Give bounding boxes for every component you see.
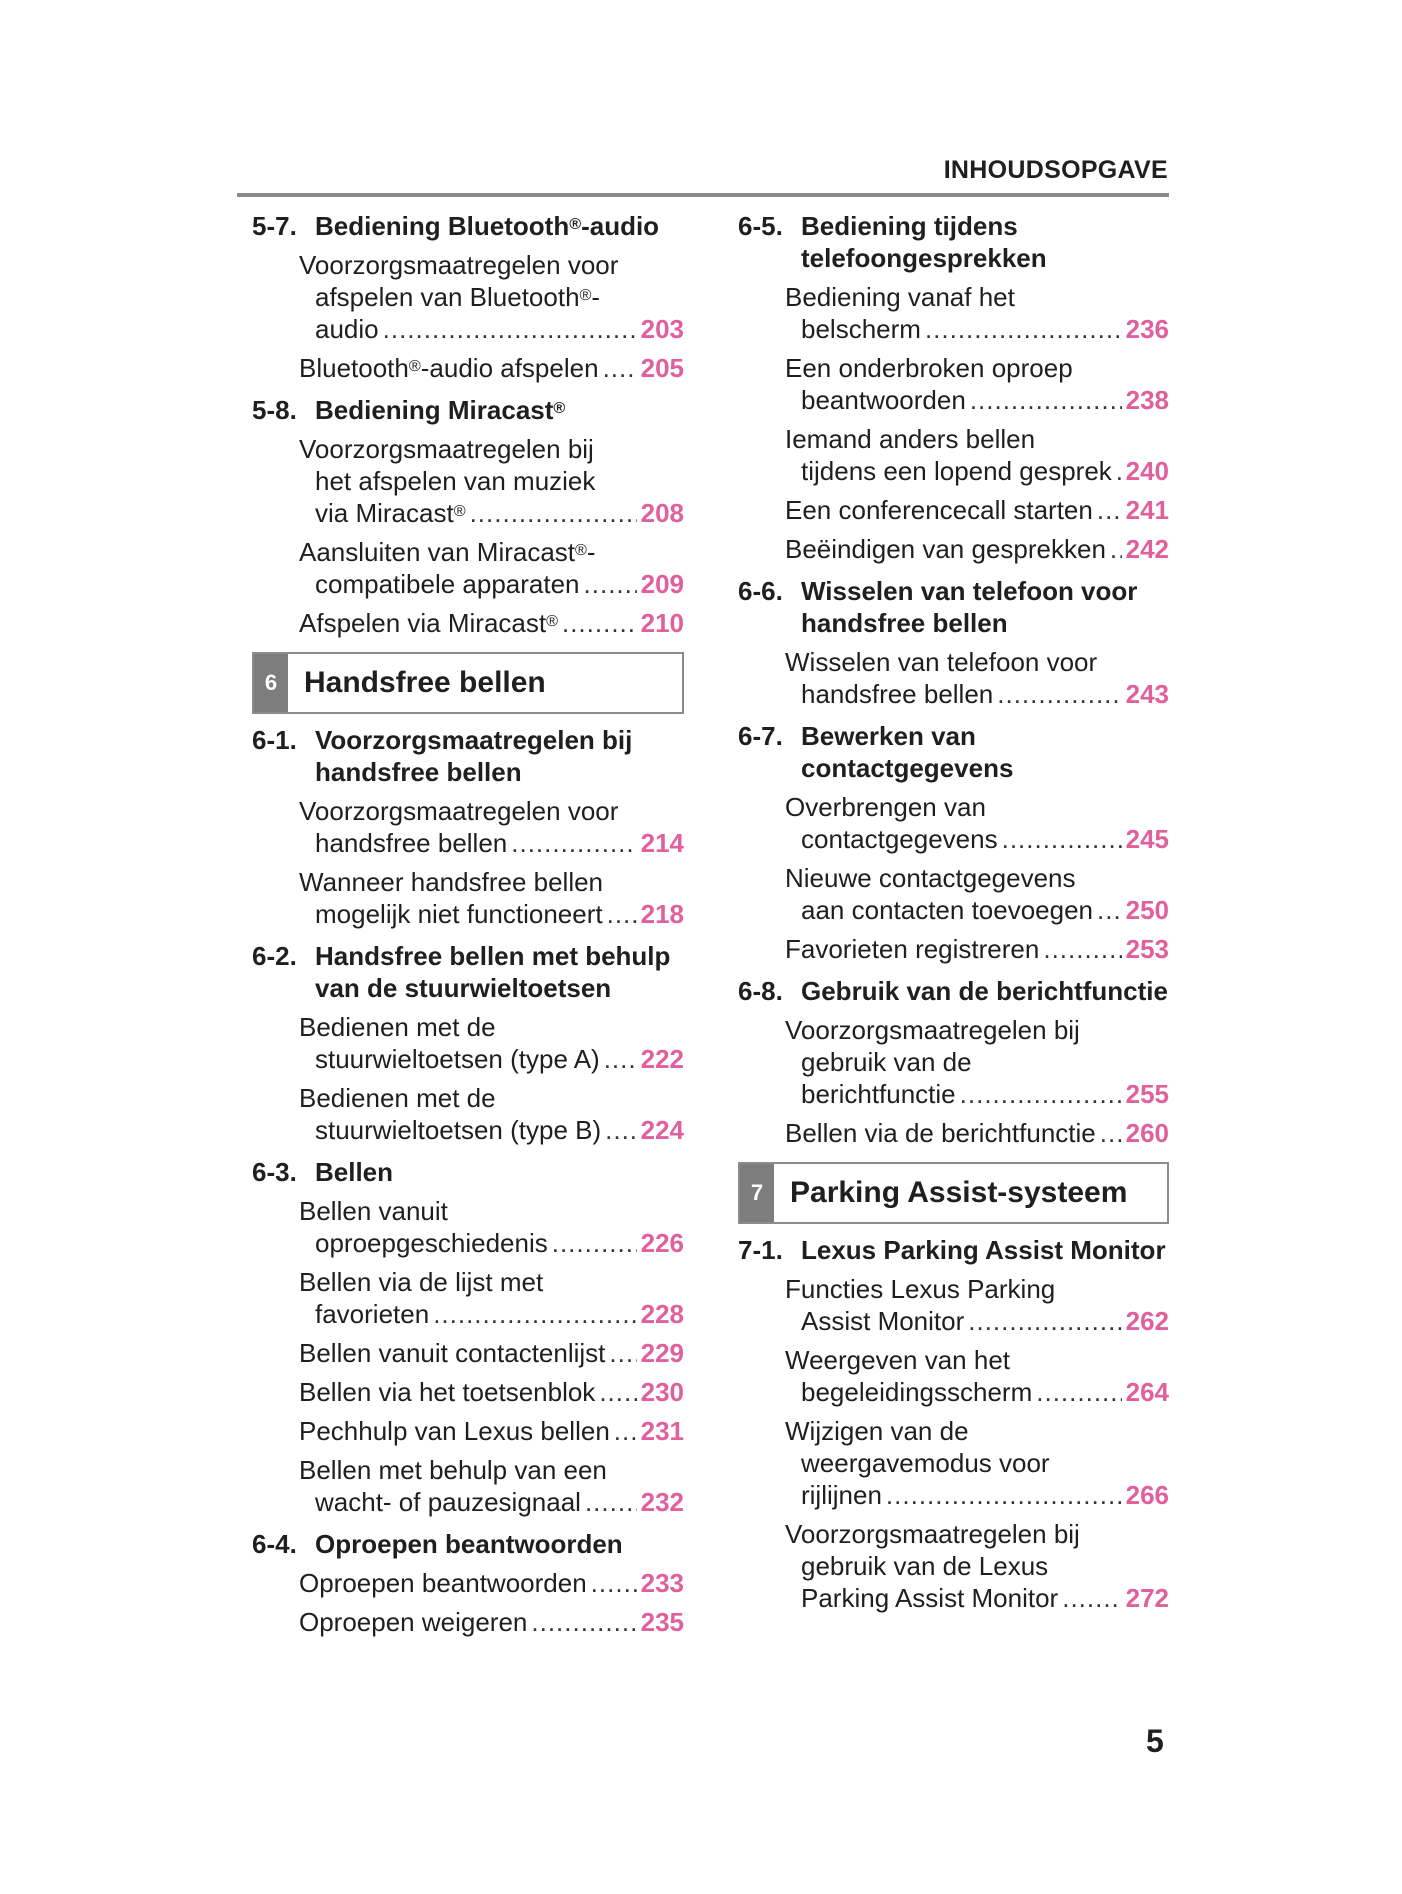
page-number-link[interactable]: 241 xyxy=(1125,495,1169,525)
toc-entry[interactable]: Een onderbroken oproep beantwoorden ..... 238 xyxy=(738,352,1169,416)
page-number-link[interactable]: 222 xyxy=(640,1044,684,1074)
toc-entry[interactable]: Overbrengen van contactgegevens ..... 245 xyxy=(738,791,1169,855)
page-number-link[interactable]: 250 xyxy=(1125,895,1169,925)
toc-entry[interactable]: Bedienen met de stuurwieltoetsen (type A) ..... 222 xyxy=(252,1011,684,1075)
section-heading[interactable]: 6-5. Bediening tijdens telefoongesprekken xyxy=(738,211,1047,273)
page-number-link[interactable]: 230 xyxy=(640,1377,684,1407)
section-heading[interactable]: 6-8. Gebruik van de berichtfunctie xyxy=(738,976,1168,1006)
page-number-link[interactable]: 233 xyxy=(640,1568,684,1598)
page-number-link[interactable]: 238 xyxy=(1125,385,1169,415)
toc-entry[interactable]: Voorzorgsmaatregelen bij gebruik van de Lexus Parking Assist Monitor ..... 272 xyxy=(738,1518,1169,1614)
toc-entry[interactable]: Een conferencecall starten ..... 241 xyxy=(738,494,1169,526)
toc-entry[interactable]: Voorzorgsmaatregelen voor afspelen van Bluetooth®- audio ..... 203 xyxy=(252,249,684,345)
page-number-link[interactable]: 203 xyxy=(640,314,684,344)
page-number-link[interactable]: 242 xyxy=(1125,534,1169,564)
toc-entry[interactable]: Nieuwe contactgegevens aan contacten toevoegen ..... 250 xyxy=(738,862,1169,926)
page-number-link[interactable]: 253 xyxy=(1125,934,1169,964)
section-heading[interactable]: 6-2. Handsfree bellen met behulp van de stuurwieltoetsen xyxy=(252,941,671,1003)
section-heading[interactable]: 5-8. Bediening Miracast® xyxy=(252,395,566,425)
chapter-number: 7 xyxy=(740,1164,774,1222)
toc-entry[interactable]: Weergeven van het begeleidingsscherm ..... 264 xyxy=(738,1344,1169,1408)
toc-entry[interactable]: Bediening vanaf het belscherm ..... 236 xyxy=(738,281,1169,345)
page-number-link[interactable]: 235 xyxy=(640,1607,684,1637)
section-heading[interactable]: 6-6. Wisselen van telefoon voor handsfree bellen xyxy=(738,576,1138,638)
toc-column-right xyxy=(738,210,1169,1614)
toc-entry[interactable]: Beëindigen van gesprekken ..... 242 xyxy=(738,533,1169,565)
page-number-link[interactable]: 208 xyxy=(640,498,684,528)
page-number-link[interactable]: 226 xyxy=(640,1228,684,1258)
toc-entry[interactable]: Wanneer handsfree bellen mogelijk niet functioneert ..... 218 xyxy=(252,866,684,930)
page-number-link[interactable]: 266 xyxy=(1125,1480,1169,1510)
section-heading[interactable]: 6-4. Oproepen beantwoorden xyxy=(252,1529,623,1559)
page-number-link[interactable]: 243 xyxy=(1125,679,1169,709)
page-number-link[interactable]: 218 xyxy=(640,899,684,929)
chapter-banner[interactable] xyxy=(252,652,684,714)
toc-entry[interactable]: Voorzorgsmaatregelen voor handsfree bellen ..... 214 xyxy=(252,795,684,859)
page-number-link[interactable]: 228 xyxy=(640,1299,684,1329)
toc-entry[interactable]: Bellen met behulp van een wacht- of pauzesignaal ..... 232 xyxy=(252,1454,684,1518)
chapter-title: Handsfree bellen xyxy=(304,666,546,699)
toc-entry[interactable]: Pechhulp van Lexus bellen ..... 231 xyxy=(252,1415,684,1447)
section-heading[interactable]: 6-3. Bellen xyxy=(252,1157,394,1187)
section-heading[interactable]: 6-1. Voorzorgsmaatregelen bij handsfree bellen xyxy=(252,725,633,787)
chapter-banner[interactable] xyxy=(738,1162,1169,1224)
toc-entry[interactable]: Bellen via de lijst met favorieten ..... 228 xyxy=(252,1266,684,1330)
page-number-link[interactable]: 210 xyxy=(640,608,684,638)
page-number-link[interactable]: 245 xyxy=(1125,824,1169,854)
chapter-title: Parking Assist-systeem xyxy=(790,1176,1128,1209)
section-heading[interactable]: 6-7. Bewerken van contactgegevens xyxy=(738,721,1014,783)
toc-entry[interactable]: Bellen via de berichtfunctie ..... 260 xyxy=(738,1117,1169,1149)
toc-entry[interactable]: Iemand anders bellen tijdens een lopend gesprek ..... 240 xyxy=(738,423,1169,487)
toc-entry[interactable]: Oproepen weigeren ..... 235 xyxy=(252,1606,684,1638)
page-number-link[interactable]: 255 xyxy=(1125,1079,1169,1109)
page-number-link[interactable]: 240 xyxy=(1125,456,1169,486)
section-heading[interactable]: 7-1. Lexus Parking Assist Monitor xyxy=(738,1235,1166,1265)
page-number-link[interactable]: 231 xyxy=(640,1416,684,1446)
toc-entry[interactable]: Afspelen via Miracast® ..... 210 xyxy=(252,607,684,639)
page-number: 5 xyxy=(1146,1723,1164,1759)
toc-entry[interactable]: Bluetooth®-audio afspelen ..... 205 xyxy=(252,352,684,384)
toc-entry[interactable]: Aansluiten van Miracast®- compatibele apparaten ..... 209 xyxy=(252,536,684,600)
toc-entry[interactable]: Functies Lexus Parking Assist Monitor ..... 262 xyxy=(738,1273,1169,1337)
page-number-link[interactable]: 229 xyxy=(640,1338,684,1368)
toc-entry[interactable]: Bellen vanuit contactenlijst ..... 229 xyxy=(252,1337,684,1369)
page-number-link[interactable]: 224 xyxy=(640,1115,684,1145)
chapter-number: 6 xyxy=(254,654,288,712)
toc-entry[interactable]: Bedienen met de stuurwieltoetsen (type B) ..... 224 xyxy=(252,1082,684,1146)
toc-entry[interactable]: Wisselen van telefoon voor handsfree bellen ..... 243 xyxy=(738,646,1169,710)
toc-entry[interactable]: Voorzorgsmaatregelen bij gebruik van de berichtfunctie ..... 255 xyxy=(738,1014,1169,1110)
page-number-link[interactable]: 209 xyxy=(640,569,684,599)
toc-entry[interactable]: Bellen via het toetsenblok ..... 230 xyxy=(252,1376,684,1408)
page-number-link[interactable]: 214 xyxy=(640,828,684,858)
section-heading[interactable]: 5-7. Bediening Bluetooth®-audio xyxy=(252,211,660,241)
page-number-link[interactable]: 264 xyxy=(1125,1377,1169,1407)
page-number-link[interactable]: 262 xyxy=(1125,1306,1169,1336)
page-number-link[interactable]: 272 xyxy=(1125,1583,1169,1613)
page-number-link[interactable]: 236 xyxy=(1125,314,1169,344)
header-rule xyxy=(237,193,1169,197)
toc-entry[interactable]: Voorzorgsmaatregelen bij het afspelen van muziek via Miracast® ..... 208 xyxy=(252,433,684,529)
toc-column-left xyxy=(252,210,684,1638)
toc-entry[interactable]: Bellen vanuit oproepgeschiedenis ..... 226 xyxy=(252,1195,684,1259)
page-number-link[interactable]: 260 xyxy=(1125,1118,1169,1148)
page-number-link[interactable]: 205 xyxy=(640,353,684,383)
toc-entry[interactable]: Wijzigen van de weergavemodus voor rijlijnen ..... 266 xyxy=(738,1415,1169,1511)
header-title: INHOUDSOPGAVE xyxy=(943,156,1168,184)
page-number-link[interactable]: 232 xyxy=(640,1487,684,1517)
toc-entry[interactable]: Oproepen beantwoorden ..... 233 xyxy=(252,1567,684,1599)
toc-entry[interactable]: Favorieten registreren ..... 253 xyxy=(738,933,1169,965)
